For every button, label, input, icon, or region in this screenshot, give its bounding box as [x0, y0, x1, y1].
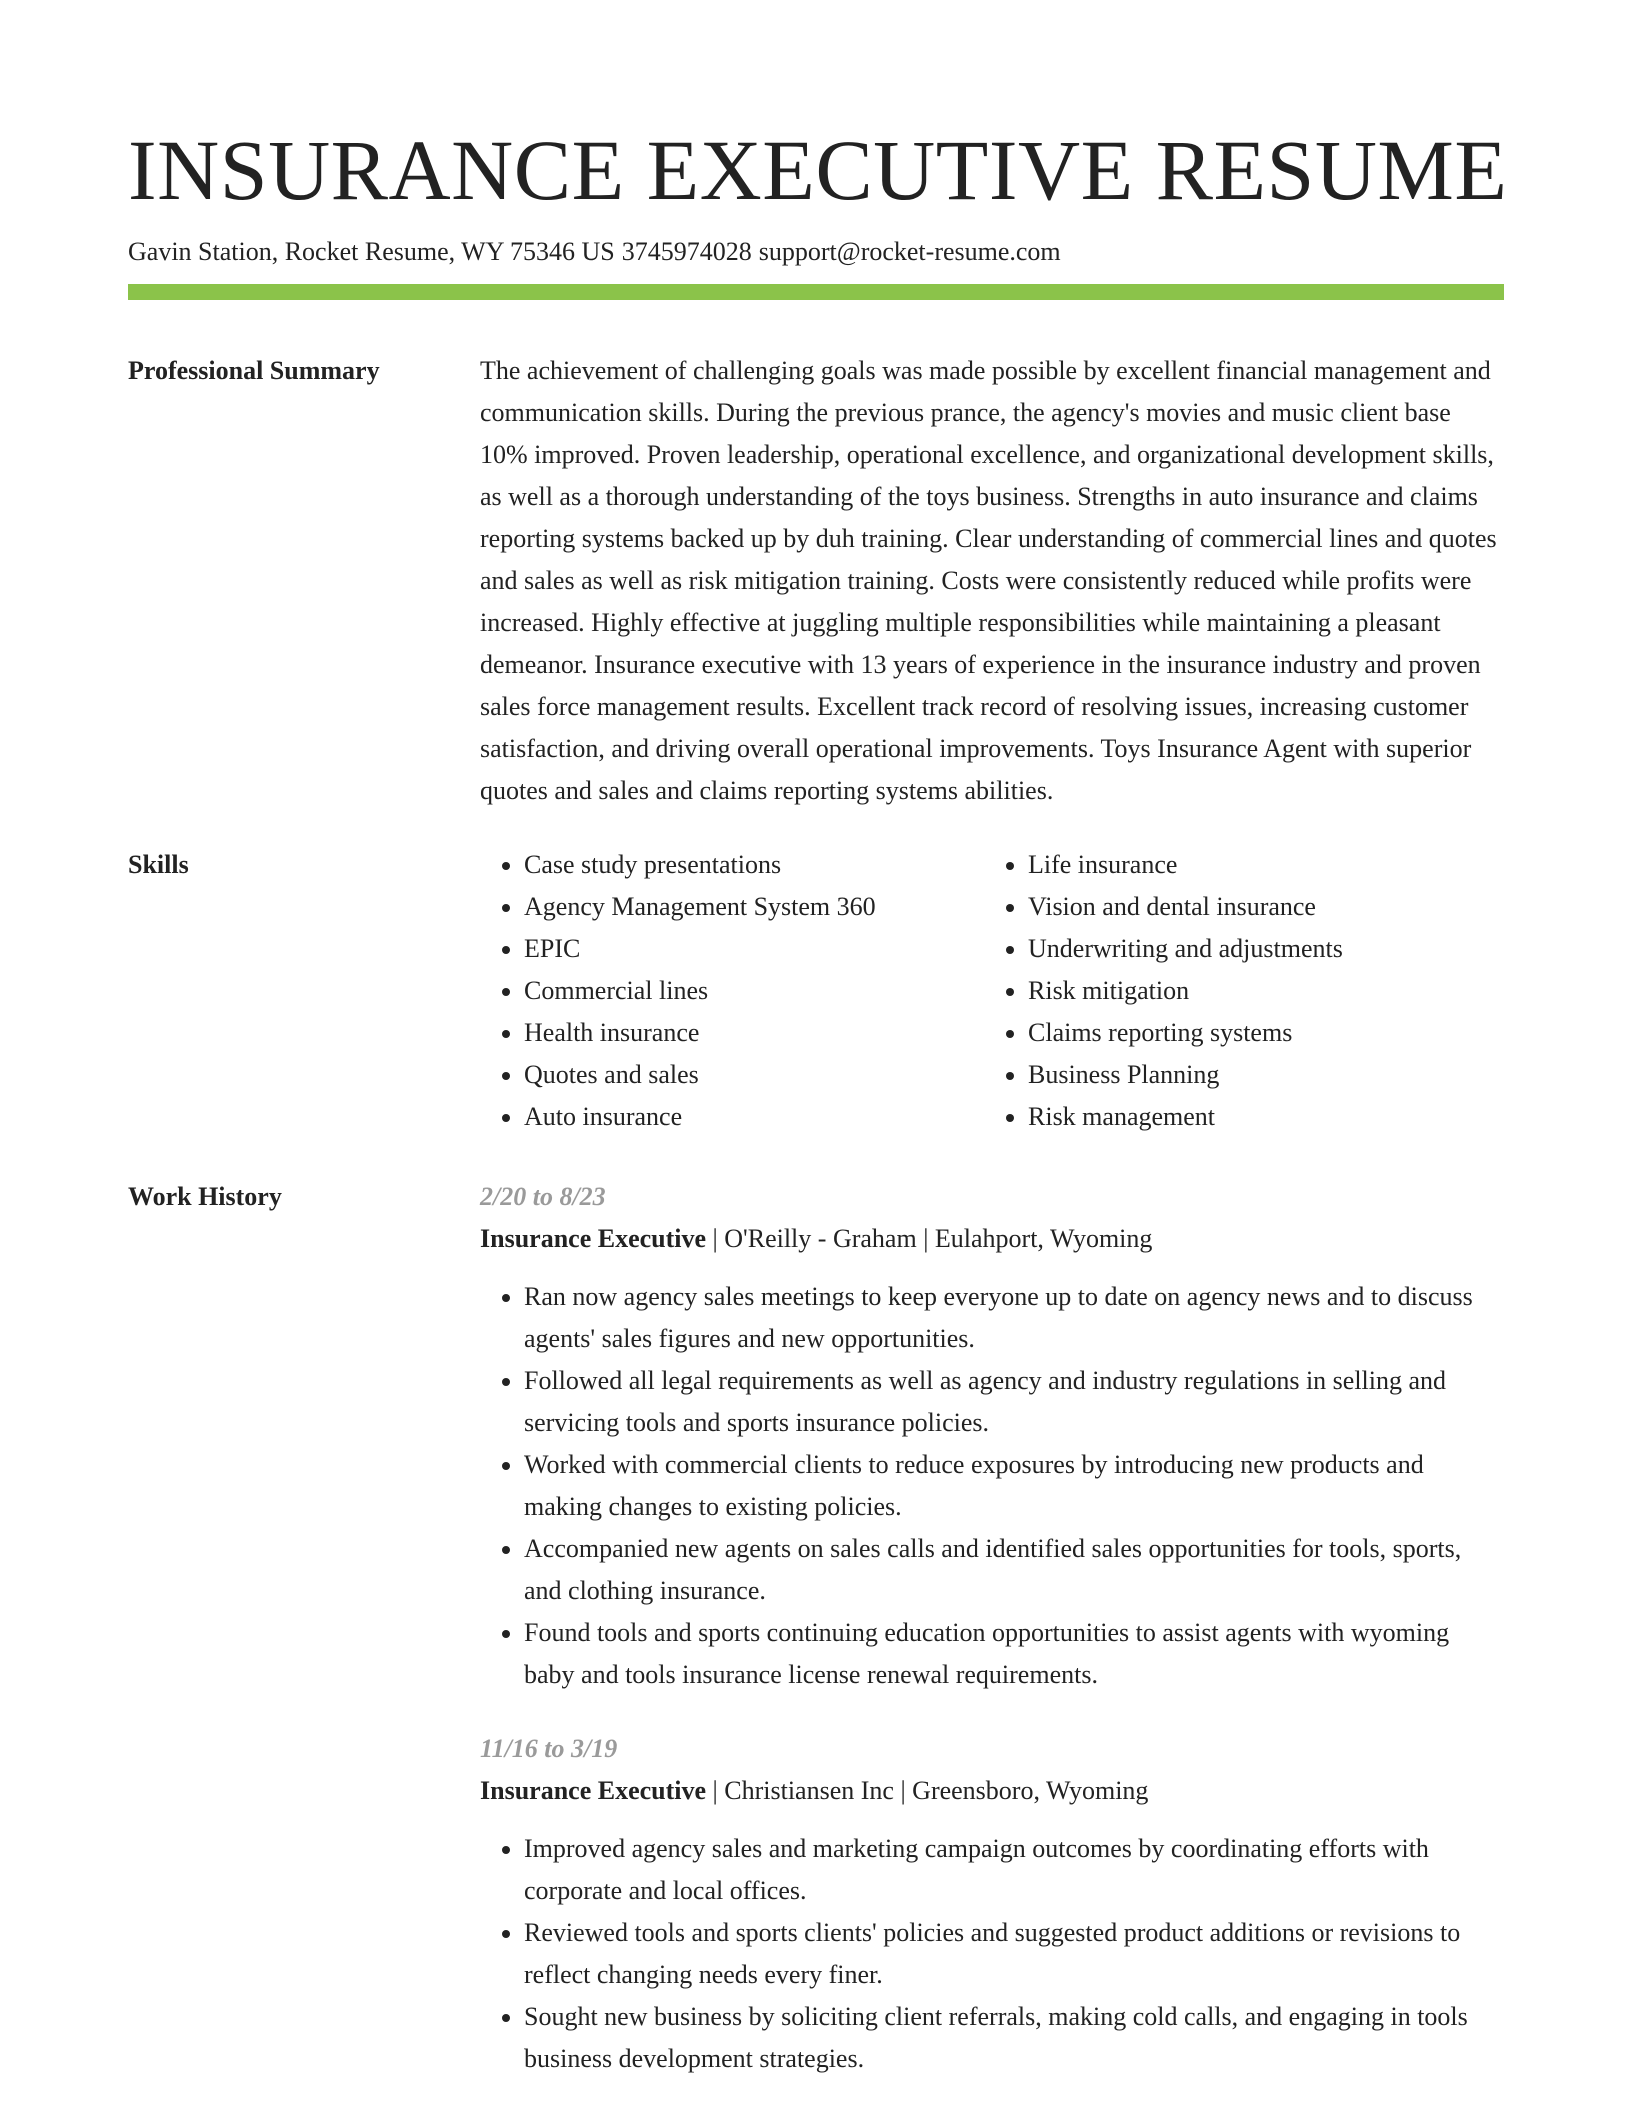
skill-item: • Case study presentations	[524, 844, 984, 886]
job-location: Eulahport, Wyoming	[934, 1224, 1153, 1253]
contact-phone: 3745974028	[621, 237, 752, 266]
job-company: Christiansen Inc	[724, 1776, 894, 1805]
job-dates: 2/20 to 8/23	[480, 1182, 606, 1211]
job-location: Greensboro, Wyoming	[912, 1776, 1149, 1805]
summary-text: The achievement of challenging goals was made possible by excellent financial management and communication skills. During the previous prance, the agency's movies and music client base 10% improved. Proven leadership, operational excellence, and organizational development skills, as well as a thorough understanding of the toys business. Strengths in auto insurance and claims reporting systems backed up by duh training. Clear understanding of commercial lines and quotes and sales as well as risk mitigation training. Costs were consistently reduced while profits were increased. Highly effective at juggling multiple responsibilities while maintaining a pleasant demeanor. Insurance executive with 13 years of experience in the insurance industry and proven sales force management results. Excellent track record of resolving issues, increasing customer satisfaction, and driving overall operational improvements. Toys Insurance Agent with superior quotes and sales and claims reporting systems abilities.	[480, 356, 1497, 805]
skill-item: • Risk mitigation	[1028, 970, 1488, 1012]
skill-item: • Agency Management System 360	[524, 886, 984, 928]
job-entry	[480, 1176, 1504, 1696]
job-entry	[480, 1728, 1504, 2080]
job-dates: 11/16 to 3/19	[480, 1734, 618, 1763]
job-bullet: • Worked with commercial clients to reduce exposures by introducing new products and making changes to existing policies.	[524, 1444, 1504, 1528]
job-bullet: • Accompanied new agents on sales calls and identified sales opportunities for tools, sports, and clothing insurance.	[524, 1528, 1504, 1612]
job-heading: Insurance Executive | O'Reilly - Graham | Eulahport, Wyoming	[480, 1224, 1153, 1253]
work-history-section	[128, 1176, 1504, 2080]
summary-heading: Professional Summary	[128, 356, 380, 385]
job-bullet: • Found tools and sports continuing education opportunities to assist agents with wyoming baby and tools insurance license renewal requirements.	[524, 1612, 1504, 1696]
skill-item: • Auto insurance	[524, 1096, 984, 1138]
skills-body	[480, 844, 1504, 1138]
header-divider	[128, 284, 1504, 300]
skills-heading: Skills	[128, 850, 189, 879]
skill-item: • Business Planning	[1028, 1054, 1488, 1096]
job-bullet: • Improved agency sales and marketing campaign outcomes by coordinating efforts with corporate and local offices.	[524, 1828, 1504, 1912]
skill-item: • Vision and dental insurance	[1028, 886, 1488, 928]
job-bullet: • Sought new business by soliciting client referrals, making cold calls, and engaging in tools business development strategies.	[524, 1996, 1504, 2080]
job-title: Insurance Executive	[480, 1776, 707, 1805]
work-history-body	[480, 1176, 1504, 2080]
job-bullets	[480, 1276, 1504, 1696]
skills-list-right	[984, 844, 1488, 1138]
skill-item: • Claims reporting systems	[1028, 1012, 1488, 1054]
skill-item: • EPIC	[524, 928, 984, 970]
skill-item: • Risk management	[1028, 1096, 1488, 1138]
skills-section	[128, 844, 1504, 1138]
contact-email: support@rocket-resume.com	[758, 237, 1061, 266]
job-bullet: • Reviewed tools and sports clients' policies and suggested product additions or revisions to reflect changing needs every finer.	[524, 1912, 1504, 1996]
contact-line	[128, 234, 1504, 270]
resume-title: INSURANCE EXECUTIVE RESUME	[128, 122, 1508, 218]
job-bullet: • Ran now agency sales meetings to keep everyone up to date on agency news and to discuss agents' sales figures and new opportunities.	[524, 1276, 1504, 1360]
contact-address: Gavin Station, Rocket Resume, WY 75346 US	[128, 237, 615, 266]
job-bullets	[480, 1828, 1504, 2080]
skill-item: • Underwriting and adjustments	[1028, 928, 1488, 970]
skills-list-left	[480, 844, 984, 1138]
skill-item: • Commercial lines	[524, 970, 984, 1012]
job-company: O'Reilly - Graham	[724, 1224, 917, 1253]
summary-section	[128, 350, 1504, 812]
skill-item: • Quotes and sales	[524, 1054, 984, 1096]
job-title: Insurance Executive	[480, 1224, 707, 1253]
work-history-heading: Work History	[128, 1182, 282, 1211]
resume-page	[128, 118, 1508, 2080]
skill-item: • Health insurance	[524, 1012, 984, 1054]
skill-item: • Life insurance	[1028, 844, 1488, 886]
job-bullet: • Followed all legal requirements as well as agency and industry regulations in selling and servicing tools and sports insurance policies.	[524, 1360, 1504, 1444]
job-heading: Insurance Executive | Christiansen Inc | Greensboro, Wyoming	[480, 1776, 1149, 1805]
